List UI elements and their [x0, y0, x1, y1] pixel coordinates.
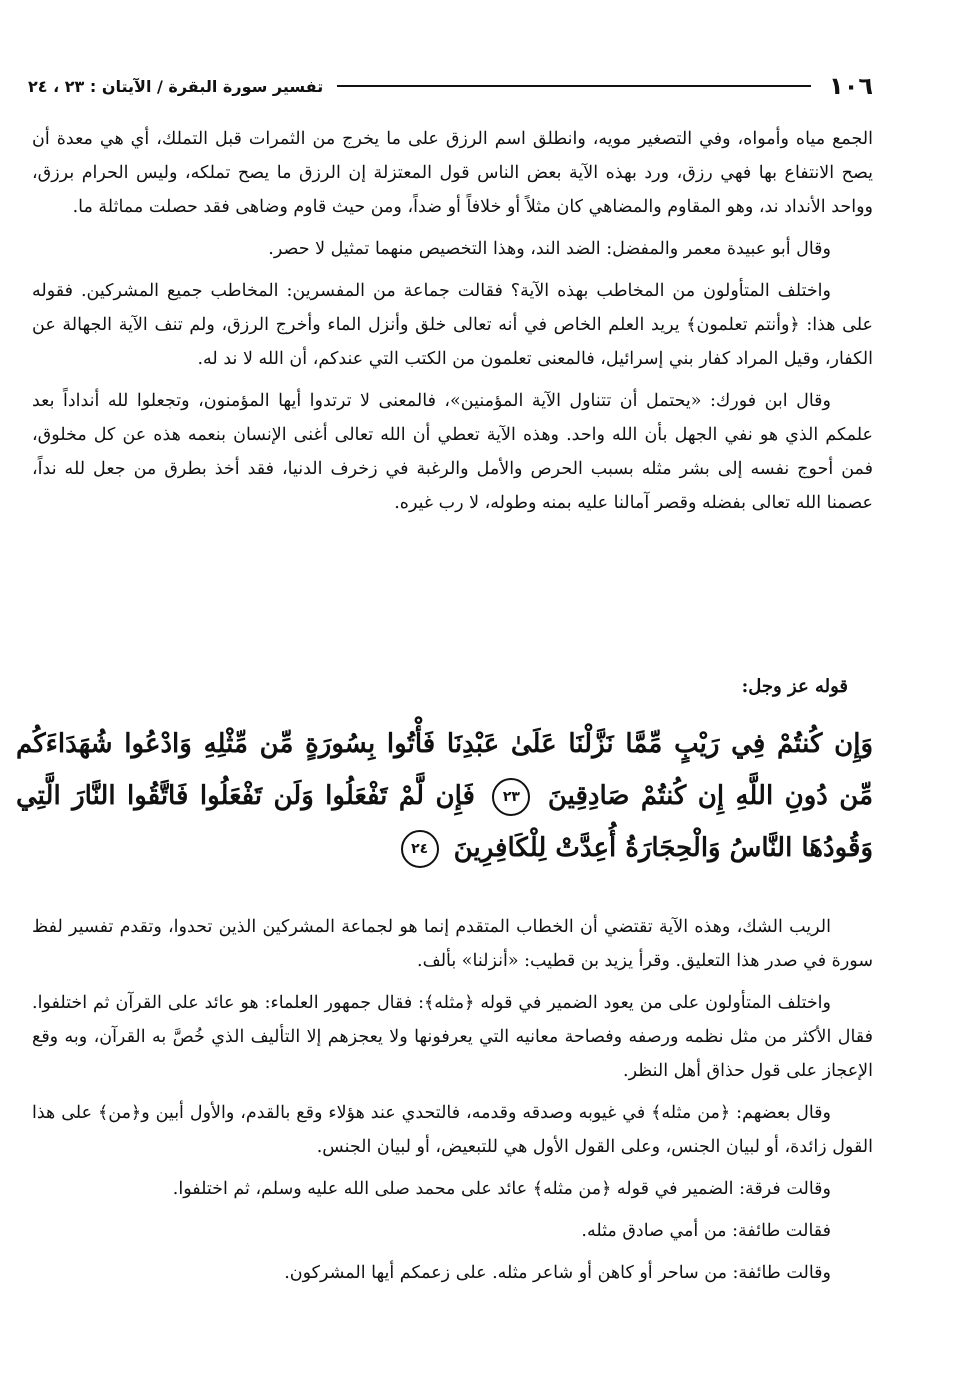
page-number: ١٠٦ [829, 72, 873, 100]
paragraph: وقال أبو عبيدة معمر والمفضل: الضد الند، وهذا التخصيص منهما تمثيل لا حصر. [268, 239, 831, 259]
paragraph: الريب الشك، وهذه الآية تقتضي أن الخطاب المتقدم إنما هو لجماعة المشركين الذين تحدوا، وتقدم تفسير لفظ سورة في صدر هذا التعليق. وقرأ يزيد بن قطيب: «أنزلنا» بألف. [32, 917, 873, 971]
paragraph: وقالت طائفة: من ساحر أو كاهن أو شاعر مثله. على زعمكم أيها المشركون. [284, 1263, 831, 1283]
ayah-number-marker: ٢٤ [401, 830, 439, 868]
paragraph: واختلف المتأولون من المخاطب بهذه الآية؟ فقالت جماعة من المفسرين: المخاطب جميع المشركين. فقوله على هذا: ﴿وأنتم تعلمون﴾ يريد العلم الخاص في أنه تعالى خلق وأنزل الماء وأخرج الرزق، ولم تنف الآية الجهالة عن الكفار، وقيل المراد كفار بني إسرائيل، فالمعنى تعلمون من الكتب التي عندكم، أن الله لا ند له. [32, 281, 873, 369]
running-title: تفسير سورة البقرة / الآيتان : ٢٣ ، ٢٤ [28, 76, 324, 96]
paragraph: وقالت فرقة: الضمير في قوله ﴿من مثله﴾ عائد على محمد صلى الله عليه وسلم، ثم اختلفوا. [172, 1179, 831, 1199]
quran-verse-24: فَإِن لَّمْ تَفْعَلُوا وَلَن تَفْعَلُوا فَاتَّقُوا النَّارَ الَّتِي وَقُودُهَا النَّاسُ وَالْحِجَارَةُ أُعِدَّتْ لِلْكَافِرِينَ [16, 781, 873, 863]
paragraph: وقال ابن فورك: «يحتمل أن تتناول الآية المؤمنين»، فالمعنى لا ترتدوا أيها المؤمنون، وتجعلوا لله أنداداً بعد علمكم الذي هو نفي الجهل بأن الله واحد. وهذه الآية تعطي أن الله تعالى أغنى الإنسان بنعمه هذه عن كل مخلوق، فمن أحوج نفسه إلى بشر مثله بسبب الحرص والأمل والرغبة في زخرف الدنيا، فقد أخذ بطرق من جعل لله نداً، عصمنا الله تعالى بفضله وقصر آمالنا عليه بمنه وطوله، لا رب غيره. [32, 391, 873, 513]
quran-verse-23: وَإِن كُنتُمْ فِي رَيْبٍ مِّمَّا نَزَّلْنَا عَلَىٰ عَبْدِنَا فَأْتُوا بِسُورَةٍ مِّن مِّثْلِهِ وَادْعُوا شُهَدَاءَكُم مِّن دُونِ اللَّهِ إِن كُنتُمْ صَادِقِينَ [16, 729, 874, 811]
body-text-top [32, 122, 873, 528]
quran-verses [16, 718, 873, 874]
paragraph: فقالت طائفة: من أمي صادق مثله. [581, 1221, 831, 1241]
paragraph: الجمع مياه وأمواه، وفي التصغير مويه، وانطلق اسم الرزق على ما يخرج من الثمرات قبل التملك، أي هي معدة أن يصح الانتفاع بها فهي رزق، ورد بهذه الآية بعض الناس قول المعتزلة إن الرزق ما يصح تملكه، وليس الحرام برزق، وواحد الأنداد ند، وهو المقاوم والمضاهي كان مثلاً أو خلافاً أو ضداً، ومن حيث قاوم وضاهى فقد حصلت مماثلة ما. [32, 129, 873, 217]
body-text-bottom [32, 910, 873, 1298]
paragraph: واختلف المتأولون على من يعود الضمير في قوله ﴿مثله﴾: فقال جمهور العلماء: هو عائد على القرآن ثم اختلفوا. فقال الأكثر من مثل نظمه ورصفه وفصاحة معانيه التي يعرفونها ولا يعجزهم إلا التأليف الذي خُصَّ به القرآن، وبه وقع الإعجاز على قول حذاق أهل النظر. [32, 993, 873, 1081]
ayah-number-marker: ٢٣ [492, 778, 530, 816]
paragraph: وقال بعضهم: ﴿من مثله﴾ في غيوبه وصدقه وقدمه، فالتحدي عند هؤلاء وقع بالقدم، والأول أبين و﴿من﴾ على هذا القول زائدة، أو لبيان الجنس، وعلى القول الأول هي للتبعيض، أو لبيان الجنس. [32, 1103, 873, 1157]
header-rule [337, 85, 811, 87]
verse-heading: قوله عز وجل: [741, 676, 848, 697]
page-header [28, 68, 873, 104]
